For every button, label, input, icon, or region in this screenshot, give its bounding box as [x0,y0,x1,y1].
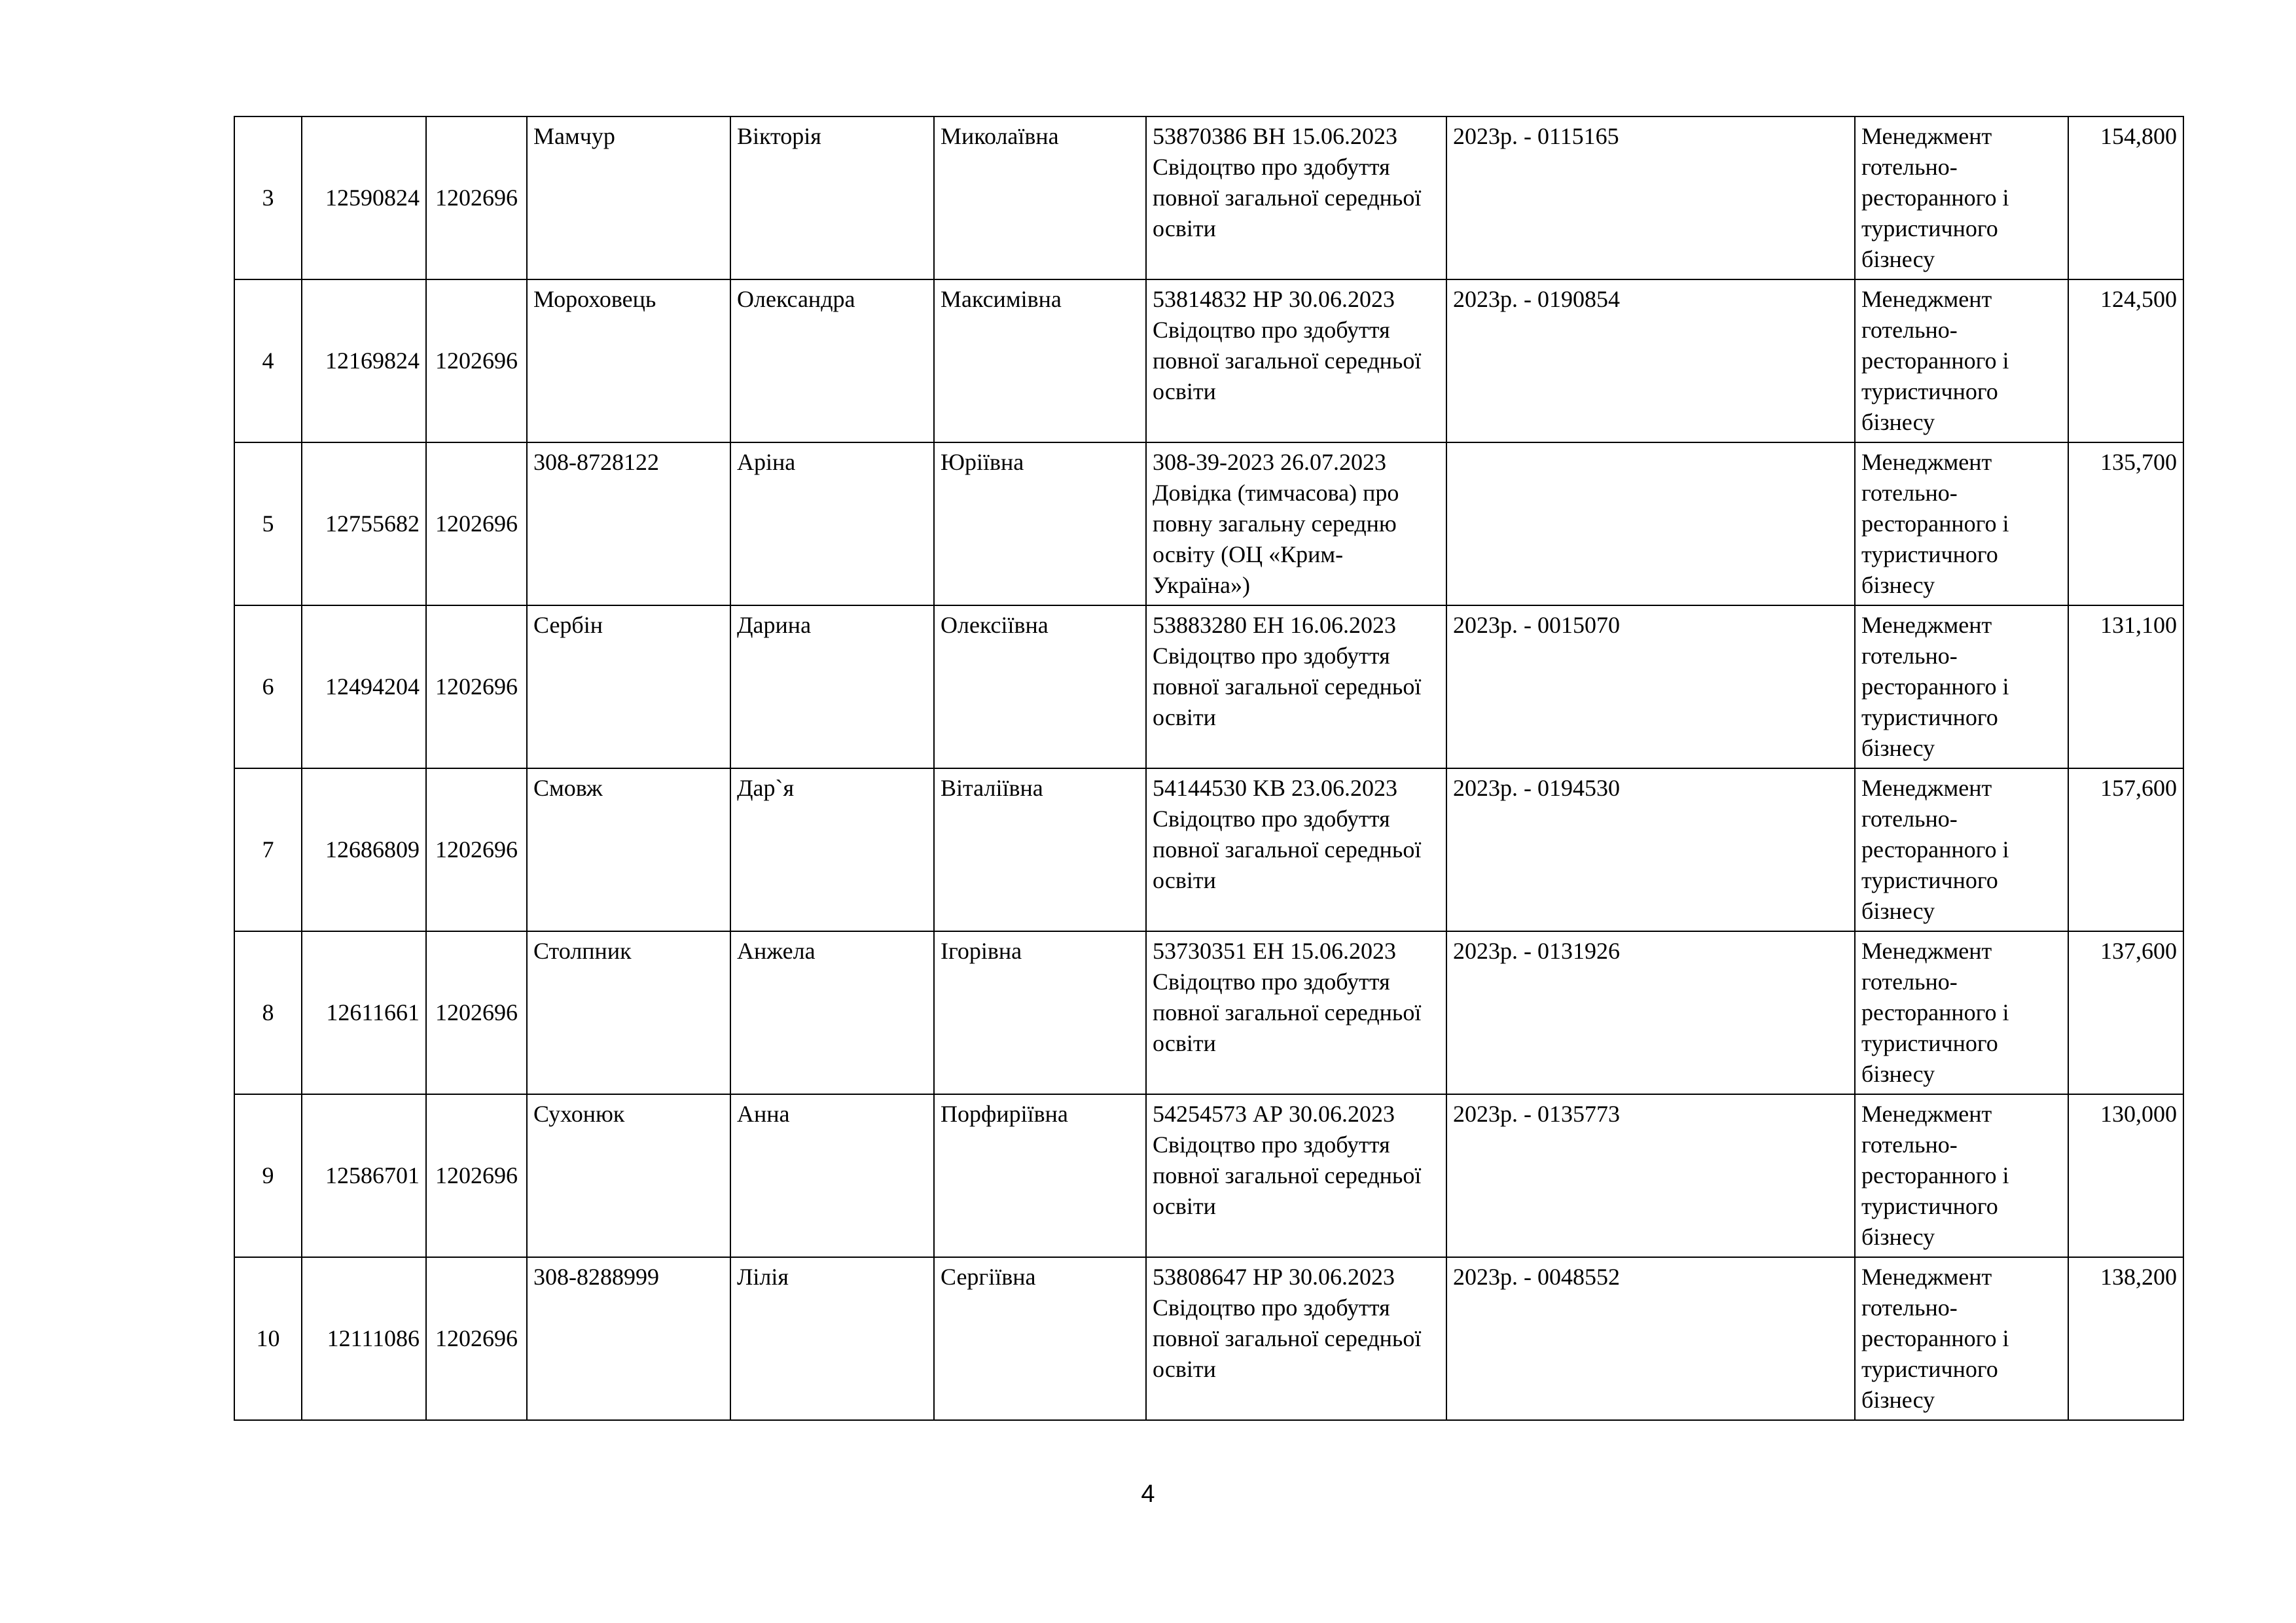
score-cell: 157,600 [2068,768,2183,931]
patronymic-cell: Сергіївна [934,1257,1146,1420]
page-number: 4 [1141,1480,1155,1508]
program-cell: Менеджмент готельно-ресторанного і туристичного бізнесу [1855,605,2068,768]
certificate-cell [1446,442,1855,605]
program-code-cell: 1202696 [426,116,527,279]
program-code-cell: 1202696 [426,442,527,605]
patronymic-cell: Максимівна [934,279,1146,442]
row-number-cell: 4 [234,279,302,442]
program-cell: Менеджмент готельно-ресторанного і туристичного бізнесу [1855,1094,2068,1257]
program-code-cell: 1202696 [426,605,527,768]
first-name-cell: Аріна [730,442,934,605]
score-cell: 137,600 [2068,931,2183,1094]
education-document-cell: 53814832 НР 30.06.2023 Свідоцтво про здобуття повної загальної середньої освіти [1146,279,1446,442]
row-number-cell: 7 [234,768,302,931]
patronymic-cell: Порфиріївна [934,1094,1146,1257]
education-document-cell: 53808647 НР 30.06.2023 Свідоцтво про здобуття повної загальної середньої освіти [1146,1257,1446,1420]
applicant-id-cell: 12169824 [302,279,426,442]
surname-cell: Мамчур [527,116,730,279]
score-cell: 138,200 [2068,1257,2183,1420]
certificate-cell: 2023р. - 0015070 [1446,605,1855,768]
score-cell: 154,800 [2068,116,2183,279]
program-code-cell: 1202696 [426,768,527,931]
score-cell: 131,100 [2068,605,2183,768]
patronymic-cell: Віталіївна [934,768,1146,931]
surname-cell: Столпник [527,931,730,1094]
patronymic-cell: Миколаївна [934,116,1146,279]
row-number-cell: 6 [234,605,302,768]
education-document-cell: 53870386 ВН 15.06.2023 Свідоцтво про здобуття повної загальної середньої освіти [1146,116,1446,279]
program-cell: Менеджмент готельно-ресторанного і туристичного бізнесу [1855,442,2068,605]
program-code-cell: 1202696 [426,1257,527,1420]
surname-cell: Сухонюк [527,1094,730,1257]
certificate-cell: 2023р. - 0135773 [1446,1094,1855,1257]
table-row [234,768,2183,931]
education-document-cell: 53883280 ЕН 16.06.2023 Свідоцтво про здобуття повної загальної середньої освіти [1146,605,1446,768]
patronymic-cell: Ігорівна [934,931,1146,1094]
applicant-id-cell: 12586701 [302,1094,426,1257]
score-cell: 130,000 [2068,1094,2183,1257]
first-name-cell: Дар`я [730,768,934,931]
score-cell: 135,700 [2068,442,2183,605]
program-cell: Менеджмент готельно-ресторанного і туристичного бізнесу [1855,279,2068,442]
applicant-id-cell: 12686809 [302,768,426,931]
surname-cell: 308-8728122 [527,442,730,605]
surname-cell: Сербін [527,605,730,768]
row-number-cell: 3 [234,116,302,279]
table-body [234,116,2183,1420]
applicant-id-cell: 12494204 [302,605,426,768]
patronymic-cell: Олексіївна [934,605,1146,768]
row-number-cell: 8 [234,931,302,1094]
surname-cell: Смовж [527,768,730,931]
program-code-cell: 1202696 [426,279,527,442]
surname-cell: 308-8288999 [527,1257,730,1420]
education-document-cell: 54254573 АР 30.06.2023 Свідоцтво про здобуття повної загальної середньої освіти [1146,1094,1446,1257]
first-name-cell: Дарина [730,605,934,768]
certificate-cell: 2023р. - 0194530 [1446,768,1855,931]
first-name-cell: Вікторія [730,116,934,279]
table-row [234,1257,2183,1420]
program-cell: Менеджмент готельно-ресторанного і туристичного бізнесу [1855,116,2068,279]
education-document-cell: 54144530 KB 23.06.2023 Свідоцтво про здобуття повної загальної середньої освіти [1146,768,1446,931]
certificate-cell: 2023р. - 0131926 [1446,931,1855,1094]
applicant-id-cell: 12755682 [302,442,426,605]
table-row [234,931,2183,1094]
program-code-cell: 1202696 [426,931,527,1094]
table-row [234,605,2183,768]
program-code-cell: 1202696 [426,1094,527,1257]
table-row [234,442,2183,605]
row-number-cell: 9 [234,1094,302,1257]
table-row [234,1094,2183,1257]
applicants-table [234,116,2184,1421]
program-cell: Менеджмент готельно-ресторанного і туристичного бізнесу [1855,931,2068,1094]
certificate-cell: 2023р. - 0190854 [1446,279,1855,442]
first-name-cell: Анна [730,1094,934,1257]
education-document-cell: 53730351 ЕН 15.06.2023 Свідоцтво про здобуття повної загальної середньої освіти [1146,931,1446,1094]
patronymic-cell: Юріївна [934,442,1146,605]
certificate-cell: 2023р. - 0115165 [1446,116,1855,279]
program-cell: Менеджмент готельно-ресторанного і туристичного бізнесу [1855,768,2068,931]
row-number-cell: 5 [234,442,302,605]
table-row [234,279,2183,442]
table-row [234,116,2183,279]
applicant-id-cell: 12611661 [302,931,426,1094]
first-name-cell: Анжела [730,931,934,1094]
surname-cell: Мороховець [527,279,730,442]
first-name-cell: Олександра [730,279,934,442]
applicant-id-cell: 12111086 [302,1257,426,1420]
score-cell: 124,500 [2068,279,2183,442]
education-document-cell: 308-39-2023 26.07.2023 Довідка (тимчасова) про повну загальну середню освіту (ОЦ «Крим-Україна») [1146,442,1446,605]
certificate-cell: 2023р. - 0048552 [1446,1257,1855,1420]
program-cell: Менеджмент готельно-ресторанного і туристичного бізнесу [1855,1257,2068,1420]
first-name-cell: Лілія [730,1257,934,1420]
row-number-cell: 10 [234,1257,302,1420]
applicant-id-cell: 12590824 [302,116,426,279]
